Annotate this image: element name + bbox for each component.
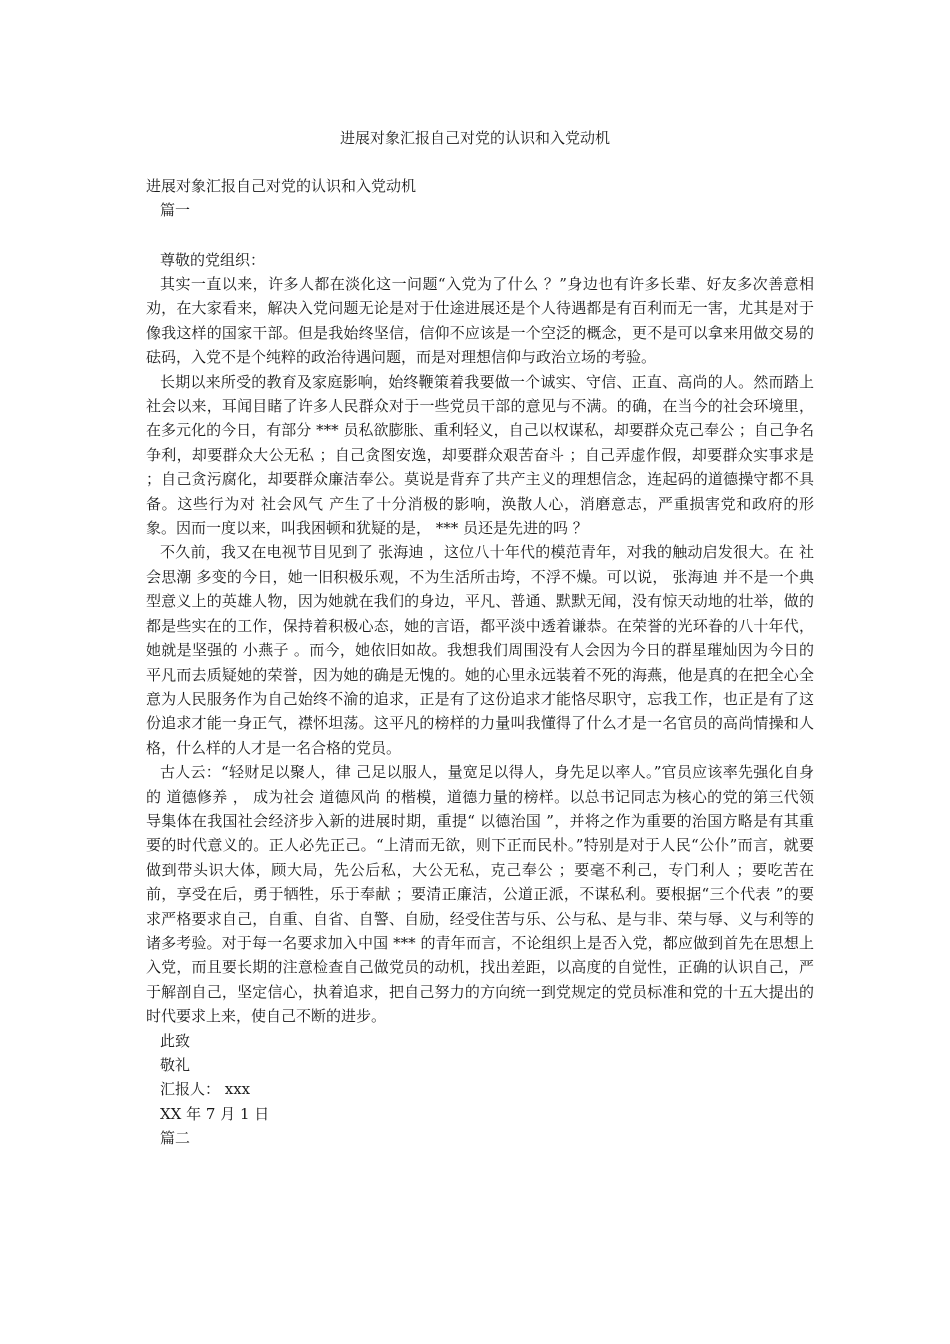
salutation: 尊敬的党组织：	[160, 251, 266, 269]
document-title: 进展对象汇报自己对党的认识和入党动机	[339, 129, 610, 147]
paragraph: 古人云：“轻财足以聚人，律 己足以服人，量宽足以得人，身先足以率人。”官员应该率先强化自身的 道德修养 ， 成为社会 道德风尚 的楷模，道德力量的榜样。以总书记同志为核心的党的第三代领导集体在我国社会经济步入新的进展时期，重提“ 以德治国 ”，并将之作为重要的治国方略是有其重要的时代意义的。正人必先正己。“上清而无欲，则下正而民朴。”特别是对于人民“公仆”而言，就要做到带头识大体，顾大局，先公后私，大公无私，克己奉公 ；要毫不利己，专门利人 ；要吃苦在前，享受在后，勇于牺牲，乐于奉献 ；要清正廉洁，公道正派，不谋私利。要根据“三个代表 ”的要求严格要求自己，自重、自省、自警、自励，经受住苦与乐、公与私、是与非、荣与辱、义与利等的诸多考验。对于每一名要求加入中国 *** 的青年而言，不论组织上是否入党，都应做到首先在思想上入党，而且要长期的注意检查自己做党员的动机，找出差距，以高度的自觉性，正确的认识自己，严于解剖自己，坚定信心，执着追求，把自己努力的方向统一到党规定的党员标准和党的十五大提出的时代要求上来，使自己不断的进步。	[146, 763, 814, 1026]
closing: 此致	[160, 1031, 191, 1050]
date: XX 年 7 月 1 日	[160, 1104, 270, 1123]
section-label-1: 篇一	[160, 201, 191, 219]
paragraph: 其实一直以来，许多人都在淡化这一问题“入党为了什么 ？”身边也有许多长辈、好友多次善意相劝，在大家看来，解决入党问题无论是对于仕途进展还是个人待遇都是有百利而无一害，尤其是对于像我这样的国家干部。但是我始终坚信，信仰不应该是一个空泛的概念，更不是可以拿来用做交易的砝码，入党不是个纯粹的政治待遇问题，而是对理想信仰与政治立场的考验。	[146, 275, 814, 367]
regards: 敬礼	[160, 1056, 191, 1074]
paragraph: 不久前，我又在电视节目见到了 张海迪 ，这位八十年代的模范青年，对我的触动启发很大。在 社会思潮 多变的今日，她一旧积极乐观，不为生活所击垮，不浮不燥。可以说， 张海迪 并不是一个典型意义上的英雄人物，因为她就在我们的身边，平凡、普通、默默无闻，没有惊天动地的壮举，做的都是些实在的工作，保持着积极心态，她的言语，都平淡中透着谦恭。在荣誉的光环眷的八十年代，她就是坚强的 小燕子 。而今，她依旧如故。我想我们周围没有人会因为今日的群星璀灿因为今日的平凡而去质疑她的荣誉，因为她的确是无愧的。她的心里永远装着不死的海燕，他是真的在把全心全意为人民服务作为自己始终不渝的追求，正是有了这份追求才能恪尽职守，忘我工作，也正是有了这份追求才能一身正气，襟怀坦荡。这平凡的榜样的力量叫我懂得了什么才是一名官员的高尚情操和人格，什么样的人才是一名合格的党员。	[146, 543, 814, 757]
section-label-2: 篇二	[160, 1129, 191, 1148]
document-heading: 进展对象汇报自己对党的认识和入党动机	[146, 177, 417, 195]
paragraph: 长期以来所受的教育及家庭影响，始终鞭策着我要做一个诚实、守信、正直、高尚的人。然而踏上社会以来，耳闻目睹了许多人民群众对于一些党员干部的意见与不满。的确，在当今的社会环境里，在多元化的今日，有部分 *** 员私欲膨胀、重利轻义，自己以权谋私，却要群众克己奉公 ；自己争名争利，却要群众大公无私 ；自己贪图安逸，却要群众艰苦奋斗 ；自己弄虚作假，却要群众实事求是 ；自己贪污腐化，却要群众廉洁奉公。莫说是背弃了共产主义的理想信念，连起码的道德操守都不具备。这些行为对 社会风气 产生了十分消极的影响，涣散人心，消磨意志，严重损害党和政府的形象。因而一度以来，叫我困顿和犹疑的是， *** 员还是先进的吗 ？	[146, 372, 814, 538]
reporter: 汇报人： xxx	[160, 1080, 251, 1099]
document-body	[146, 174, 814, 1151]
